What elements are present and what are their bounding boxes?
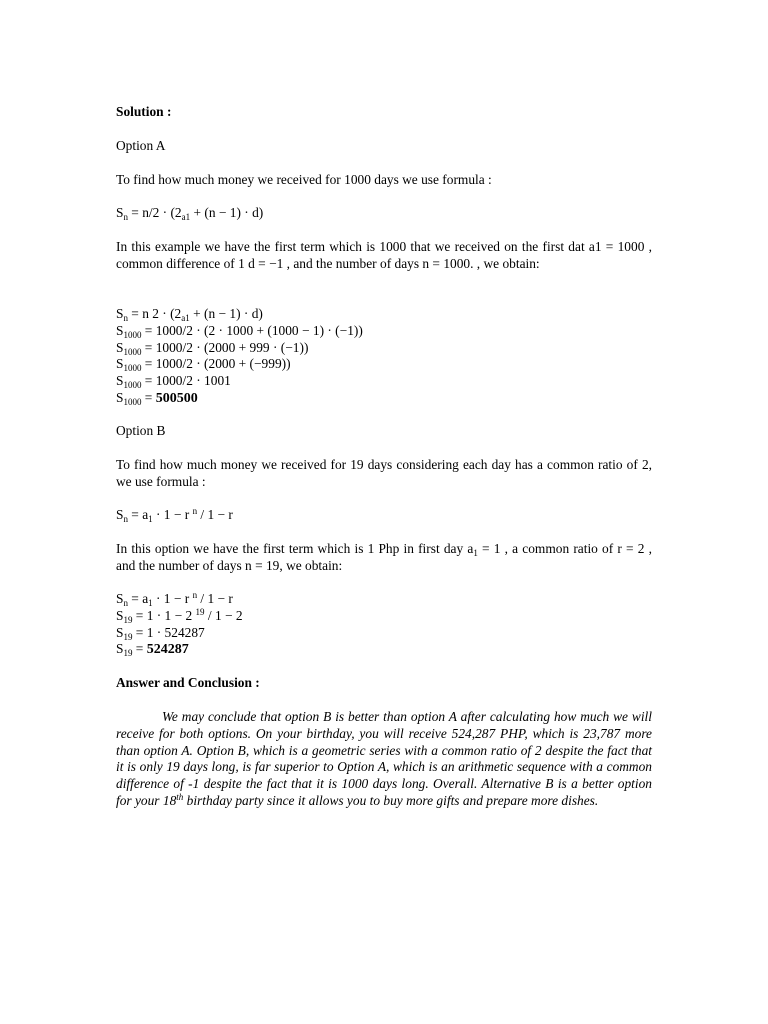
option-b-result-value: 524287 [146, 642, 189, 658]
option-b-result: $S_{19} = 524287$ [116, 641, 189, 659]
option-a-step: $S_{1000} = 1000/2 \cdot (2000 + (-999))$ [116, 356, 291, 374]
option-b-steps [116, 591, 652, 659]
option-b-step: $S_{19} = 1 \cdot 1 - 2$ $^{19}$ / 1 − 2 [116, 606, 243, 625]
option-b-heading: Option B [116, 423, 166, 438]
option-a-heading: Option A [116, 138, 166, 153]
option-a-explanation: In this example we have the first term which is 1000 that we received on the first dat a1 = 1000 , common difference of 1 d = −1 , and the number of days n = 1000. , we obtain: [116, 239, 652, 271]
option-a-result-value: 500500 [155, 390, 198, 406]
option-a-formula: $S_n = n/2 \cdot (2_{a1} + (n - 1) \cdot d)$ [116, 205, 264, 222]
option-b-step: $S_n = a_1 \cdot 1 - r$ $^n$ / 1 − r [116, 590, 233, 608]
option-b-formula: $S_n = a_1 \cdot 1 - r$ $^n$ / 1 − r [116, 506, 233, 524]
option-a-intro: To find how much money we received for 1000 days we use formula : [116, 172, 492, 187]
solution-heading: Solution : [116, 104, 172, 119]
option-b-step: $S_{19} = 1 \cdot 524287$ [116, 624, 205, 642]
conclusion-paragraph: We may conclude that option B is better than option A after calculating how much we will receive for both options. On your birthday, you will receive 524,287 PHP, which is 23,787 more than option A. Option B, which is a geometric series with a common ratio of 2 despite the fact that it is only 19 days long, is far superior to Option A, which is an arithmetic sequence with a common difference of -1 despite the fact that it is 1000 days long. Overall. Alternative B is a better option for your 18th birthday party since it allows you to buy more gifts and prepare more dishes. [116, 709, 652, 808]
conclusion-heading: Answer and Conclusion : [116, 675, 260, 690]
option-a-step: $S_n = n$ $2 \cdot (2_{a1} + (n - 1) \cdot d)$ [116, 306, 263, 323]
option-a-steps [116, 306, 652, 408]
option-a-step: $S_{1000} = 1000/2 \cdot (2 \cdot 1000 + (1000 - 1) \cdot (-1))$ [116, 322, 363, 340]
option-b-explanation: In this option we have the first term which is 1 Php in first day $a_1 = 1$ , a common ratio of r = 2 , and the number of days n = 19, we obtain: [116, 541, 652, 573]
option-a-result: $S_{1000} = 500500$ [116, 389, 198, 407]
option-b-intro: To find how much money we received for 19 days considering each day has a common ratio of 2, we use formula : [116, 457, 652, 489]
option-a-step: $S_{1000} = 1000/2 \cdot 1001$ [116, 373, 231, 391]
option-a-step: $S_{1000} = 1000/2 \cdot (2000 + 999 \cdot (-1))$ [116, 339, 309, 357]
